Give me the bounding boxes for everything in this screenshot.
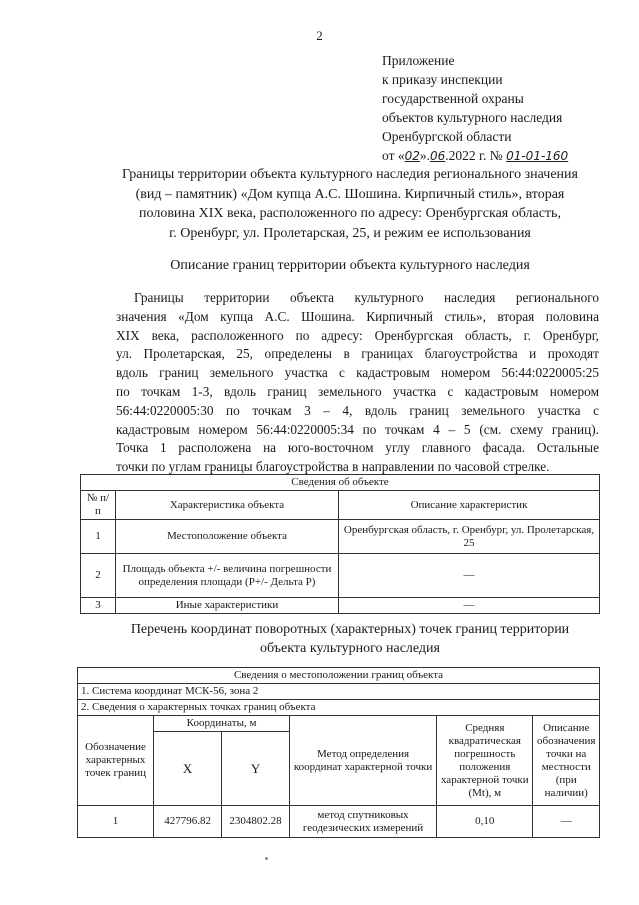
row-number: 2 (81, 554, 116, 598)
paragraph-line: 56:44:0220005:30 по точкам 3 – 4, вдоль границ земельного участка с (116, 402, 599, 418)
paragraph-line: кадастровым номером 56:44:0220005:34 по точкам 4 – 5 (см. схему границ). (116, 421, 599, 437)
header-coordinates: Координаты, м (154, 716, 290, 732)
page-number: 2 (316, 28, 323, 43)
row-characteristic: Иные характеристики (116, 598, 339, 614)
point-x: 427796.82 (154, 806, 222, 838)
handwritten-month: 06 (430, 149, 446, 163)
table2-caption: Сведения о местоположении границ объекта (78, 668, 600, 684)
description-paragraph (116, 289, 599, 477)
row-description: Оренбургская область, г. Оренбург, ул. Пролетарская, 25 (339, 520, 600, 554)
coordinates-list-title (92, 620, 608, 658)
handwritten-day: 02 (404, 149, 420, 163)
paragraph-line: значения «Дом купца А.С. Шошина. Кирпичный стиль», вторая половина (116, 308, 599, 324)
title-line: половина XIX века, расположенного по адресу: Оренбургская область, (139, 206, 561, 221)
date-year: .2022 г. № (445, 148, 503, 163)
table1-header-desc: Описание характеристик (339, 491, 600, 520)
appendix-line: Приложение (382, 53, 455, 68)
handwritten-order-number: 01-01-160 (506, 149, 569, 163)
table1-header-char: Характеристика объекта (116, 491, 339, 520)
row-characteristic: Местоположение объекта (116, 520, 339, 554)
appendix-line: государственной охраны (382, 91, 524, 106)
title-line: (вид – памятник) «Дом купца А.С. Шошина. Кирпичный стиль», вторая (135, 186, 565, 202)
row-description: — (339, 554, 600, 598)
point-error: 0,10 (437, 806, 533, 838)
table1-header-num: № п/п (81, 491, 116, 520)
title-line: Границы территории объекта культурного наследия регионального значения (122, 167, 578, 182)
paragraph-line: точки по углам границы благоустройства в направлении по часовой стрелке. (116, 459, 550, 475)
point-method: метод спутниковых геодезических измерений (290, 806, 437, 838)
title-line: г. Оренбург, ул. Пролетарская, 25, и режим ее использования (169, 225, 531, 241)
date-separator: ». (419, 148, 431, 163)
list-title-line: объекта культурного наследия (260, 641, 440, 656)
list-title-line: Перечень координат поворотных (характерных) точек границ территории (130, 622, 570, 637)
row-description: — (339, 598, 600, 614)
header-x: X (154, 732, 222, 806)
object-info-table (80, 474, 600, 614)
table-row (81, 520, 600, 554)
appendix-line: объектов культурного наследия (382, 110, 563, 125)
paragraph-line: Границы территории объекта культурного наследия регионального (134, 290, 599, 305)
table-row (81, 598, 600, 614)
point-description: — (533, 806, 600, 838)
header-error: Средняя квадратическая погрешность положения характерной точки (Mt), м (437, 716, 533, 806)
scan-speck (265, 857, 268, 860)
document-title (92, 165, 608, 243)
point-y: 2304802.28 (222, 806, 290, 838)
points-info-row: 2. Сведения о характерных точках границ объекта (78, 700, 600, 716)
appendix-block (382, 51, 568, 166)
order-date-line (382, 146, 568, 166)
paragraph-line: по точкам 1-3, вдоль границ земельного участка с кадастровым номером (116, 383, 599, 399)
appendix-line: к приказу инспекции (382, 72, 503, 87)
date-prefix: от « (382, 148, 405, 163)
row-number: 3 (81, 598, 116, 614)
row-number: 1 (81, 520, 116, 554)
table1-caption: Сведения об объекте (81, 475, 600, 491)
appendix-line: Оренбургской области (382, 129, 512, 144)
point-number: 1 (78, 806, 154, 838)
row-characteristic: Площадь объекта +/- величина погрешности определения площади (Р+/- Дельта Р) (116, 554, 339, 598)
header-description: Описание обозначения точки на местности (при наличии) (533, 716, 600, 806)
coordinates-table (77, 667, 600, 838)
paragraph-line: Точка 1 расположена на юго-восточном углу главного фасада. Остальные (116, 440, 599, 456)
header-designation: Обозначение характерных точек границ (78, 716, 154, 806)
header-method: Метод определения координат характерной точки (290, 716, 437, 806)
paragraph-line: ул. Пролетарская, 25, определены в границах благоустройства и проходят (116, 346, 599, 362)
table-row (78, 806, 600, 838)
table-row (81, 554, 600, 598)
header-y: Y (222, 732, 290, 806)
paragraph-line: XIX века, расположенного по адресу: Оренбургская область, г. Оренбург, (116, 327, 599, 343)
section-subtitle: Описание границ территории объекта культурного наследия (170, 258, 530, 273)
coordinate-system-row: 1. Система координат МСК-56, зона 2 (78, 684, 600, 700)
paragraph-line: вдоль границ земельного участка с кадастровым номером 56:44:0220005:25 (116, 365, 599, 381)
